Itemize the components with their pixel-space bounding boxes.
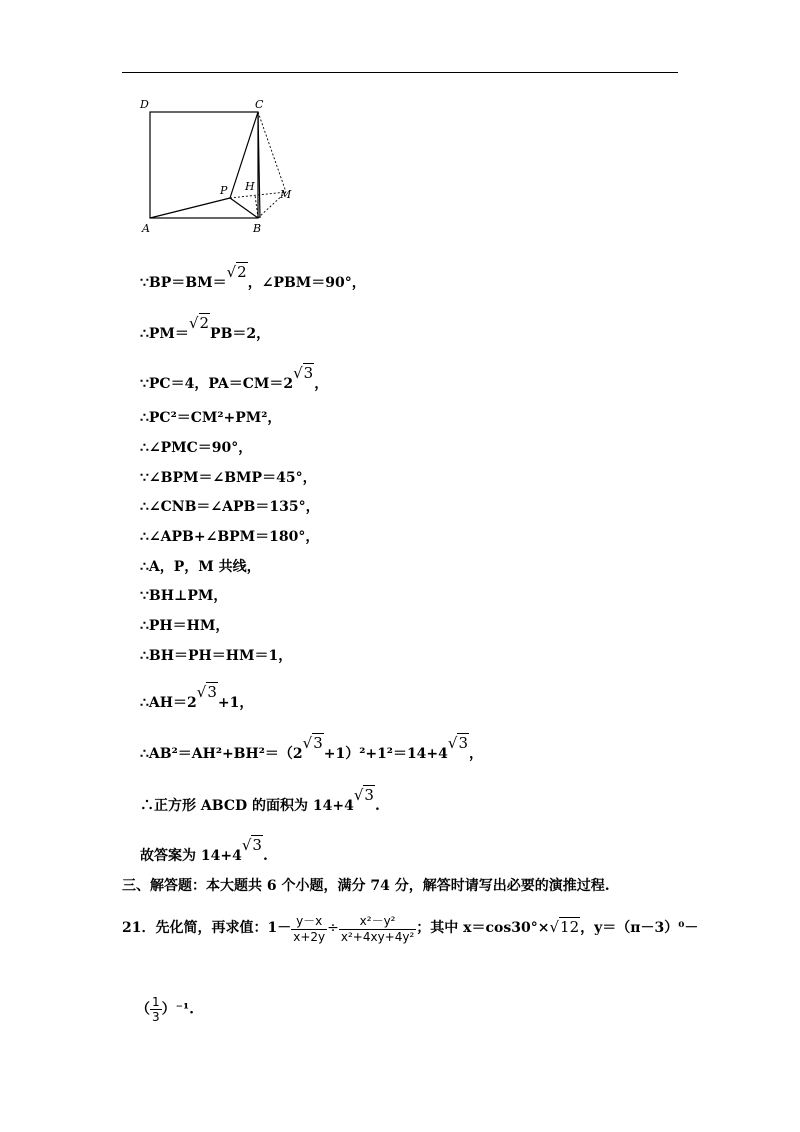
solution-line-2: ∴PM＝√2PB＝2， [140,314,271,342]
segment-ap [150,198,230,218]
fraction-one-third: $\frac{1}{3}$ [152,995,160,1024]
sqrt-symbol: √3 [353,786,374,804]
solution-line-6: ∵∠BPM＝∠BMP＝45°， [140,470,317,486]
label-p: P [220,184,228,197]
label-m: M [280,188,292,201]
segment-pb [230,198,258,218]
segment-cm [258,112,286,192]
sqrt-symbol: √3 [293,364,314,382]
question-21: 21．先化简，再求值：1－ $\frac{y-x}{x+2y}$ ÷ $\frac{\text{x²－y²}}{\text{x²+4xy+4y²}}$ ；其中 x＝cos30°×√12，y＝（π－3）⁰－ [122,914,699,944]
header-rule [122,72,678,73]
solution-line-13: ∴AH＝2√3+1， [140,683,254,711]
sqrt-symbol: √12 [549,918,580,936]
fraction-1: $\frac{y-x}{x+2y}$ [293,914,326,944]
sqrt-symbol: √3 [447,734,469,752]
section-heading: 三、解答题：本大题共 6 个小题，满分 74 分，解答时请写出必要的演推过程. [122,878,610,894]
solution-line-11: ∴PH＝HM， [140,618,230,634]
sqrt-symbol: √3 [196,683,217,701]
question-21-line-2: （ $\frac{1}{3}$ ）⁻¹. [136,995,195,1024]
solution-line-15: ∴正方形 ABCD 的面积为 14+4√3. [140,786,380,814]
geometry-figure [136,96,316,236]
sqrt-symbol: √2 [188,314,210,332]
label-c: C [255,98,264,111]
solution-line-5: ∴∠PMC＝90°， [140,440,253,456]
label-b: B [253,222,262,235]
solution-line-1: ∵BP＝BM＝√2，∠PBM＝90°， [140,263,366,291]
solution-line-10: ∵BH⊥PM， [140,588,228,604]
fraction-2: $\frac{\text{x²－y²}}{\text{x²+4xy+4y²}}$ [340,914,415,944]
solution-line-14: ∴AB²＝AH²+BH²＝（2√3+1）²+1²＝14+4√3， [140,734,484,762]
sqrt-symbol: √3 [241,836,262,854]
label-h: H [245,180,255,193]
solution-line-12: ∴BH＝PH＝HM＝1， [140,648,293,664]
sqrt-symbol: √3 [302,734,323,752]
solution-line-4: ∴PC²＝CM²+PM²， [140,410,282,426]
label-d: D [140,98,149,111]
solution-line-7: ∴∠CNB＝∠APB＝135°， [140,499,320,515]
sqrt-symbol: √2 [226,263,247,281]
solution-line-3: ∵PC＝4，PA＝CM＝2√3， [140,364,329,392]
solution-line-8: ∴∠APB+∠BPM＝180°， [140,529,320,545]
answer-line: 故答案为 14+4√3. [140,836,268,864]
square-abcd [150,112,258,218]
label-a: A [142,222,150,235]
solution-line-9: ∴A，P，M 共线， [140,559,261,575]
